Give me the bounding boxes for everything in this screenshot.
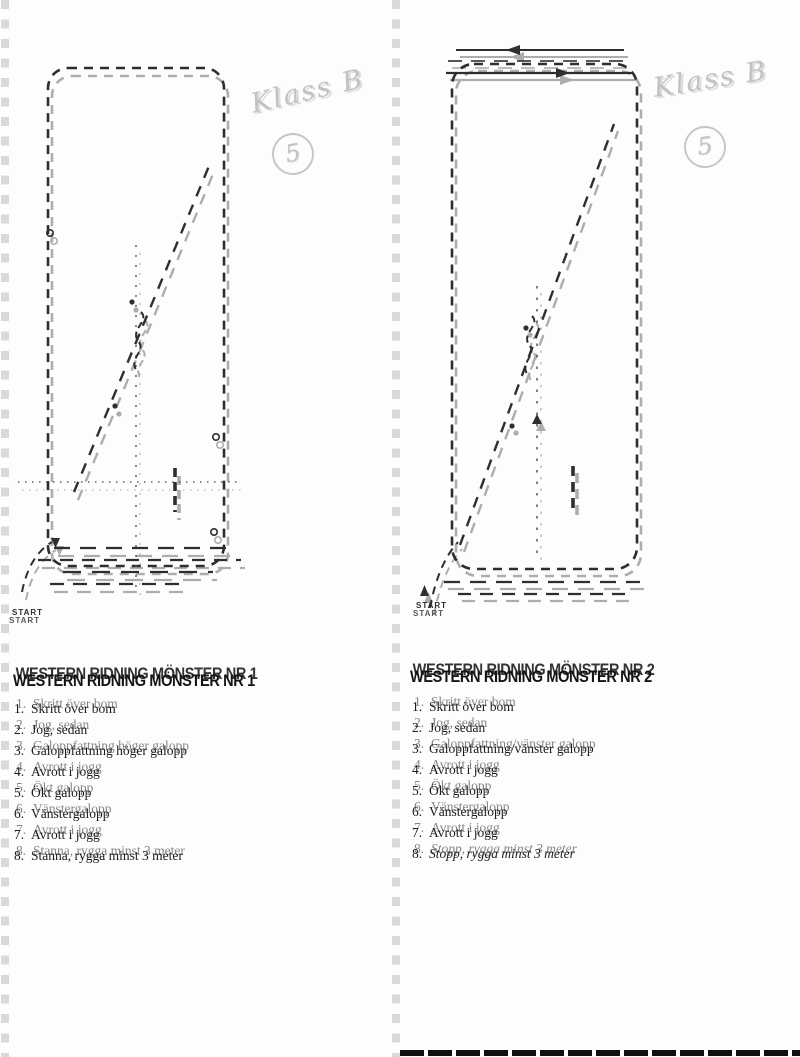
pattern-title: WESTERN RIDNING MÖNSTER NR 1 — [13, 672, 255, 690]
item-text: Ökt galopp — [429, 783, 490, 798]
path-dot — [523, 325, 528, 330]
marker-circle — [211, 529, 217, 535]
item-text: Stanna, rygga minst 3 meter — [31, 848, 183, 863]
path-dot — [509, 423, 514, 428]
arena-diagram-pattern-1 — [8, 50, 248, 630]
item-text: Avrott i jogg — [31, 764, 100, 779]
item-text: Jog, sedan — [31, 722, 88, 737]
start-label: START — [12, 608, 44, 617]
item-number: 5. — [412, 783, 423, 798]
handwritten-circled-number: 5 — [268, 129, 317, 178]
path-dot — [129, 299, 134, 304]
list-item — [412, 738, 672, 759]
list-item — [14, 803, 274, 824]
item-number: 1. — [14, 701, 25, 716]
list-item — [412, 843, 672, 864]
item-number: 1. — [412, 699, 423, 714]
item-text: Skritt över bom — [31, 701, 116, 716]
item-number: 3. — [14, 743, 25, 758]
item-text: Galoppfattning höger galopp — [31, 743, 187, 758]
left-arrow — [506, 45, 520, 55]
list-item — [14, 719, 274, 740]
handwritten-class-note: Klass B — [247, 63, 368, 120]
item-text: Stopp, rygga minst 3 meter — [429, 846, 575, 861]
list-item — [412, 717, 672, 738]
list-item — [412, 780, 672, 801]
list-item — [14, 698, 274, 719]
list-item — [412, 801, 672, 822]
scan-edge-bar — [400, 1050, 800, 1056]
perforation-strip-center — [392, 0, 400, 1057]
item-number: 7. — [412, 825, 423, 840]
item-number: 6. — [412, 804, 423, 819]
item-text: Galoppfattning/vänster galopp — [429, 741, 594, 756]
item-number: 6. — [14, 806, 25, 821]
item-number: 4. — [14, 764, 25, 779]
item-text: Avrott i jogg — [429, 825, 498, 840]
item-text: Ökt galopp — [31, 785, 92, 800]
list-item — [412, 822, 672, 843]
item-number: 5. — [14, 785, 25, 800]
list-item — [412, 759, 672, 780]
item-text: Jog, sedan — [429, 720, 486, 735]
list-item — [14, 740, 274, 761]
marker-circle — [213, 434, 219, 440]
list-item — [14, 824, 274, 845]
pattern-title: WESTERN RIDNING MÖNSTER NR 2 — [410, 668, 652, 686]
start-label: START — [416, 601, 448, 610]
item-number: 3. — [412, 741, 423, 756]
list-item — [14, 761, 274, 782]
item-number: 8. — [412, 846, 423, 861]
item-text: Vänstergalopp — [429, 804, 508, 819]
item-text: Skritt över bom — [429, 699, 514, 714]
item-text: Avrott i jogg — [31, 827, 100, 842]
handwritten-circled-number: 5 — [682, 124, 729, 171]
item-text: Avrott i jogg — [429, 762, 498, 777]
item-number: 4. — [412, 762, 423, 777]
maneuver-list — [412, 696, 672, 864]
item-text: Vänstergalopp — [31, 806, 110, 821]
diagonal-path — [74, 166, 209, 492]
maneuver-list — [14, 698, 274, 866]
handwritten-class-note: Klass B — [651, 55, 770, 104]
item-number: 8. — [14, 848, 25, 863]
item-number: 2. — [14, 722, 25, 737]
arena-diagram-pattern-2 — [408, 36, 658, 636]
item-number: 2. — [412, 720, 423, 735]
list-item — [14, 845, 274, 866]
item-number: 7. — [14, 827, 25, 842]
list-item — [14, 782, 274, 803]
list-item — [412, 696, 672, 717]
